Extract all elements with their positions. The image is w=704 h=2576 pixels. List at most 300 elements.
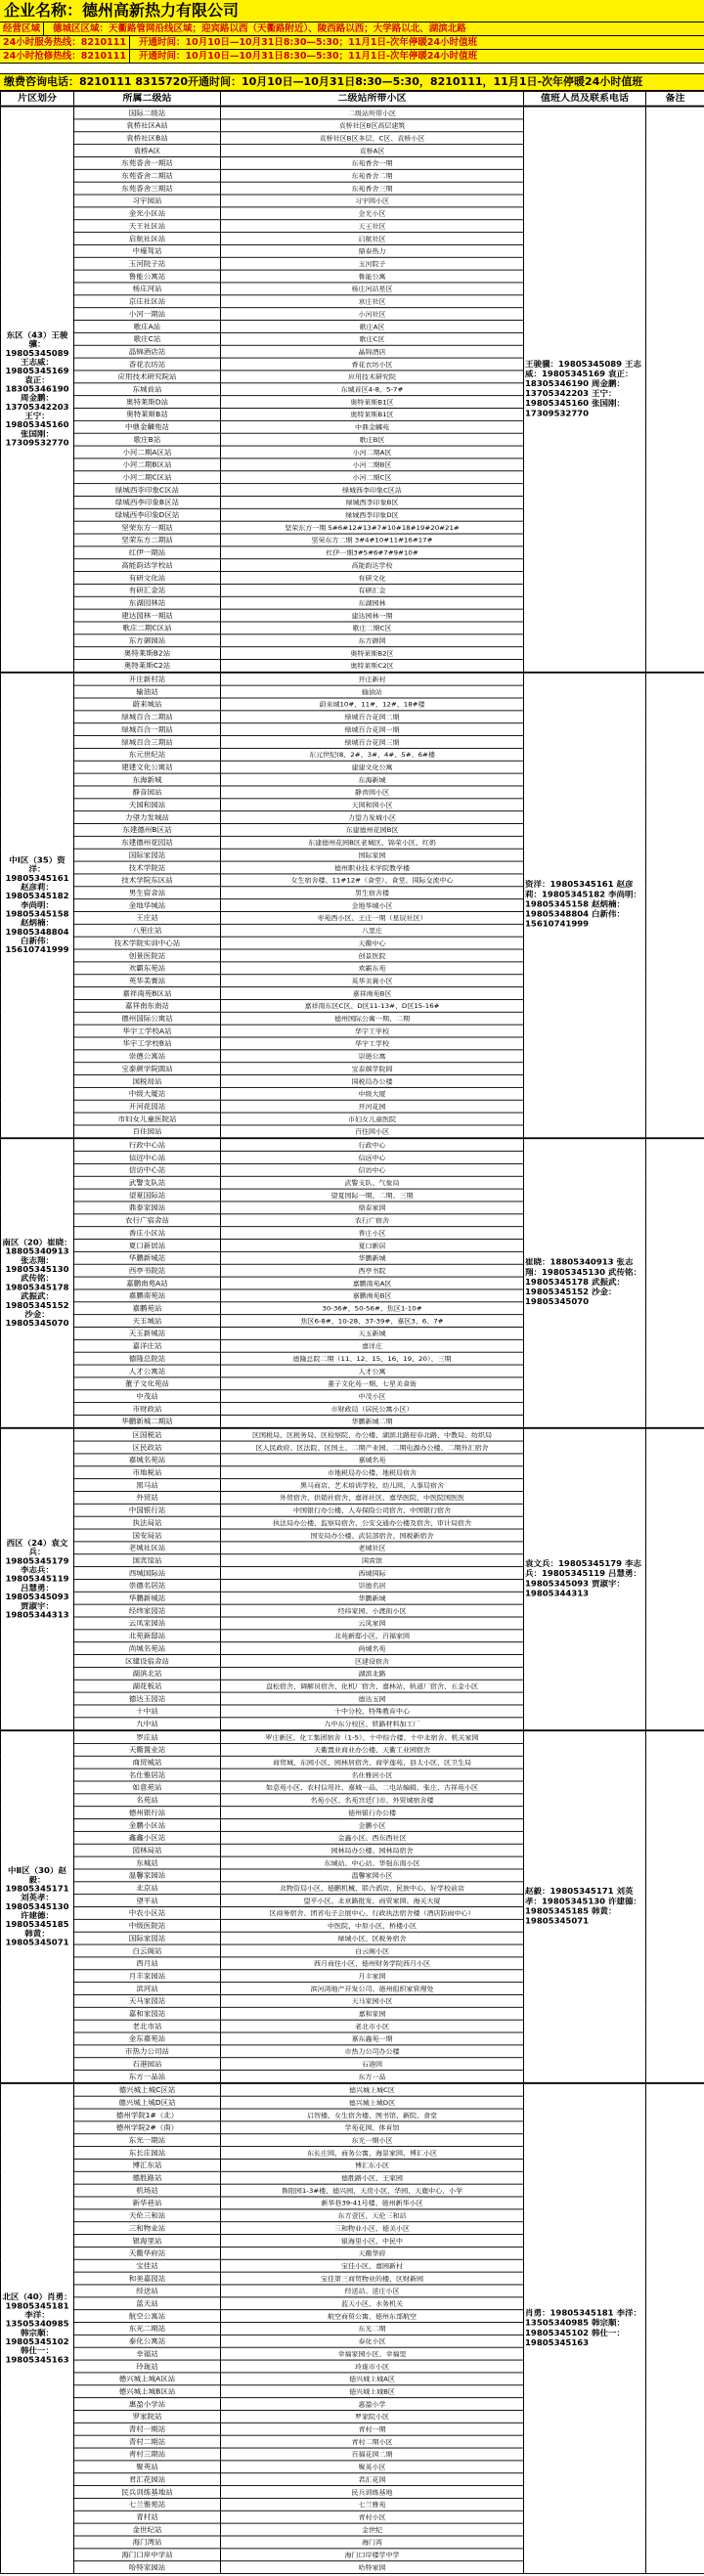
community-cell: 启智楼、女生宿舍楼、图书馆、新院、食堂 <box>221 2109 524 2121</box>
community-cell: 学苑花园、体育馆 <box>221 2121 524 2134</box>
area-cell: 中Ⅰ区（35）资洋：19805345161 赵彦莉：19805345182 李尚明：19805345158 赵炳楠：19805348804 白新伟：15610741999 <box>1 673 74 1138</box>
community-cell: 中茂小区 <box>221 1390 524 1403</box>
community-cell: 开河花园 <box>221 1100 524 1113</box>
col-header-remarks: 备注 <box>646 91 704 106</box>
station-cell: 歌庄A站 <box>74 321 221 333</box>
community-cell: 天玉新城 <box>221 1327 524 1339</box>
station-cell: 信远中心站 <box>74 1152 221 1164</box>
community-cell: 静音园小区 <box>221 786 524 799</box>
station-cell: 市妇女儿童医院站 <box>74 1113 221 1125</box>
station-cell: 幸福站 <box>74 2347 221 2360</box>
station-cell: 青村站 <box>74 2511 221 2523</box>
community-cell: 西城国际 <box>221 1567 524 1580</box>
station-cell: 中茂站 <box>74 1390 221 1403</box>
station-cell: 望夏国际站 <box>74 1189 221 1201</box>
station-cell: 国宾馆站 <box>74 1554 221 1567</box>
community-cell: 绿城小区、区税务宿舍 <box>221 1932 524 1944</box>
community-cell: 罗庄新区、化工集团宿舍（1-5）、十中综合楼、十中北宿舍、机关家园 <box>221 1730 524 1743</box>
area-cell: 北区（40）肖勇：19805345181 李洋：13505340985 韩宗顺：19805345102 韩仕一：19805345163 <box>1 2083 74 2574</box>
staff-cell: 赵毅：19805345171 刘英孝：19805345130 许建德：19805345185 韩黄：19805345071 <box>524 1730 646 2083</box>
station-cell: 香庄小区站 <box>74 1227 221 1240</box>
station-cell: 华鹏新城站 <box>74 1251 221 1264</box>
station-cell: 名苑站 <box>74 1794 221 1807</box>
station-cell: 德兴城上城D区站 <box>74 2096 221 2109</box>
community-cell: 国安局办公楼、武装部宿舍、国税新宿舍 <box>221 1529 524 1542</box>
community-cell: 君汇花园 <box>221 2473 524 2486</box>
station-cell: 天玉城站 <box>74 1315 221 1328</box>
community-cell: 天衢置业商业办公楼、天衢工业园宿舍 <box>221 1743 524 1756</box>
station-cell: 天衢华府站 <box>74 2247 221 2259</box>
station-cell: 绿城西李印象C区站 <box>74 484 221 497</box>
remarks-cell <box>646 1730 704 2083</box>
station-cell: 青村一期站 <box>74 2423 221 2435</box>
community-cell: 罗家院小区 <box>221 2410 524 2423</box>
community-cell: 园林局办公楼、园林局宿舍 <box>221 1844 524 1856</box>
community-cell: 天园和园小区 <box>221 799 524 811</box>
community-cell: 德兴城上城B区 <box>221 2385 524 2398</box>
station-cell: 晶锦酒店站 <box>74 345 221 358</box>
station-cell: 哈特家园站 <box>74 2561 221 2574</box>
community-cell: 小河二期C区 <box>221 471 524 484</box>
station-cell: 天伦三和站 <box>74 2209 221 2222</box>
station-cell: 东建德州B区站 <box>74 824 221 837</box>
community-cell: 经纬家园、小渡街小区 <box>221 1604 524 1617</box>
community-cell: 信访中心 <box>221 1163 524 1176</box>
station-cell: 泰化公寓站 <box>74 2335 221 2347</box>
station-cell: 玉河院子站 <box>74 257 221 270</box>
community-cell: 德州银行办公楼 <box>221 1807 524 1819</box>
station-cell: 天马家园站 <box>74 1994 221 2007</box>
community-cell: 奥特莱斯C2区 <box>221 660 524 673</box>
staff-cell: 袁文兵：19805345179 李志兵：19805345119 吕慧勇：19805345093 贾淑宇：19805344313 <box>524 1428 646 1730</box>
community-cell: 小河二期A区 <box>221 446 524 458</box>
community-cell: 西亭书院 <box>221 1264 524 1277</box>
station-cell: 东海新城 <box>74 773 221 786</box>
station-cell: 三和物业站 <box>74 2222 221 2235</box>
repair-hotline-band <box>0 50 704 64</box>
community-cell: 外贸宿舍、供销社宿舍、嘉祥社区、嘉华医院、中医院国医医 <box>221 1491 524 1504</box>
station-cell: 经纬家园站 <box>74 1604 221 1617</box>
station-cell: 东苑香舍二期站 <box>74 169 221 182</box>
community-cell: 天衢中心 <box>221 937 524 949</box>
community-cell: 云凤家园 <box>221 1617 524 1630</box>
station-cell: 云凤家园站 <box>74 1617 221 1630</box>
community-cell: 市妇女儿童医院 <box>221 1113 524 1125</box>
station-cell: 嘉祥南苑B区站 <box>74 987 221 1000</box>
community-cell: 幸福家园小区、幸福里 <box>221 2347 524 2360</box>
staff-cell: 王骏骥：19805345089 王志威：19805345169 袁正：18305346190 周金鹏：13705342203 王宁：19805345160 张国刚：17309532770 <box>524 107 646 673</box>
station-cell: 石港园站 <box>74 2058 221 2071</box>
area-cell: 东区（43）王骏骥：19805345089 王志威：19805345169 袁正：18305346190 周金鹏：13705342203 王宁：19805345160 张国刚：17309532770 <box>1 107 74 673</box>
community-cell: 惠盈小学 <box>221 2398 524 2411</box>
station-cell: 蓝天站 <box>74 2297 221 2310</box>
station-cell: 力望力发城站 <box>74 811 221 824</box>
station-cell: 尚城名苑站 <box>74 1642 221 1655</box>
community-cell: 京庄社区 <box>221 295 524 308</box>
station-cell: 董子文化苑站 <box>74 1377 221 1390</box>
station-cell: 静音园站 <box>74 786 221 799</box>
community-cell: 新华巷39-41号楼、德州新华小区 <box>221 2197 524 2209</box>
station-cell: 天玉新城站 <box>74 1327 221 1339</box>
staff-cell: 肖勇：19805345181 李洋：13505340985 韩宗顺：19805345102 韩仕一：19805345163 <box>524 2083 646 2574</box>
station-cell: 崇德名居站 <box>74 1579 221 1592</box>
station-cell: 技术学院实训中心站 <box>74 937 221 949</box>
station-cell: 华宇工学校A站 <box>74 1025 221 1037</box>
station-cell: 市热力公司站 <box>74 2045 221 2058</box>
station-cell: 机场站 <box>74 2184 221 2197</box>
station-cell: 国际家园站 <box>74 849 221 861</box>
station-cell: 青村二期站 <box>74 2435 221 2448</box>
community-cell: 市财政局（居民公寓小区） <box>221 1403 524 1416</box>
station-cell: 有研汇金站 <box>74 584 221 596</box>
station-cell: 玲珑站 <box>74 2360 221 2373</box>
community-cell: 博汇东小区 <box>221 2159 524 2171</box>
community-cell: 玲珑市小区 <box>221 2360 524 2373</box>
community-cell: 嘉鹏南苑A区 <box>221 1277 524 1289</box>
community-cell: 中级大厦 <box>221 1087 524 1100</box>
community-cell: 鼎泰家园 <box>221 1201 524 1214</box>
community-cell: 绿城西李印象C区站 <box>221 484 524 497</box>
station-cell: 华鹏新城二期站 <box>74 1415 221 1427</box>
station-cell: 区国税站 <box>74 1428 221 1441</box>
community-cell: 区国税局、区税务局、区检察院、办公楼、湖滨北路迎春北路、中教局、纺织局 <box>221 1428 524 1441</box>
community-cell: 奥特莱斯B2区 <box>221 647 524 660</box>
community-cell: 东苑香舍二期 <box>221 169 524 182</box>
area-cell: 中Ⅱ区（30）赵毅：19805345171 刘英孝：19805345130 许建德：19805345185 韩黄：19805345071 <box>1 1730 74 2083</box>
community-cell: 青村一期 <box>221 2423 524 2435</box>
community-cell: 绿城西李印象D区 <box>221 508 524 521</box>
community-cell: 国税局办公楼 <box>221 1075 524 1088</box>
station-cell: 罗家院站 <box>74 2410 221 2423</box>
community-cell: 望夏国际一期、二期、三期 <box>221 1189 524 1201</box>
community-cell: 名苑小区、名苑宫廷门市、外贸城宿舍楼 <box>221 1794 524 1807</box>
community-cell: 区商务宿舍、团省电子会展中心、行政执法宿舍楼（酒店防雨中心） <box>221 1906 524 1919</box>
repair-hours: 开通时间：10月10日—10月31日8:30—5:30；11月1日-次年停暖24小时值班 <box>139 51 478 62</box>
station-cell: 东苑香舍一期站 <box>74 156 221 169</box>
station-cell: 武警支队站 <box>74 1176 221 1189</box>
station-cell: 聚英站 <box>74 2461 221 2473</box>
community-cell: 青村小区 <box>221 2511 524 2523</box>
station-cell: 国际家园站 <box>74 1932 221 1944</box>
repair-hotline: 24小时抢修热线：8210111 <box>3 51 126 62</box>
community-cell: 泰化小区 <box>221 2335 524 2347</box>
community-cell: 力望力发城小区 <box>221 811 524 824</box>
community-cell: 宝佳第三商贸物业的楼、区财新园 <box>221 2272 524 2285</box>
service-hotline-band <box>0 36 704 50</box>
community-cell: 东方壹区、天伦三和站 <box>221 2209 524 2222</box>
station-cell: 绿城百合一期站 <box>74 723 221 736</box>
station-cell: 北苑新邸站 <box>74 1630 221 1642</box>
station-cell: 德兴城上城B区站 <box>74 2385 221 2398</box>
station-cell: 中级大厦站 <box>74 1087 221 1100</box>
station-cell: 金光小区站 <box>74 207 221 220</box>
community-cell: 银海里小区、中民中 <box>221 2235 524 2248</box>
station-cell: 东元世纪站 <box>74 748 221 761</box>
community-cell: 东城首区4-8、5-7# <box>221 383 524 396</box>
station-cell: 信访中心站 <box>74 1163 221 1176</box>
station-cell: 绿城西李印象D区站 <box>74 508 221 521</box>
station-cell: 红伊一期站 <box>74 546 221 559</box>
community-cell: 黑马商店、艺术培训学校、幼儿园、人事局宿舍 <box>221 1479 524 1492</box>
community-cell: 嘉城名苑 <box>221 1454 524 1466</box>
station-cell: 国际二级站 <box>74 107 221 119</box>
service-area-text: 德城区区域：天衢路管网沿线区域；迎宾路以西（天衢路附近）、陵西路以西；大学路以北、湖滨北路 <box>53 23 466 34</box>
table-header-row <box>1 91 704 106</box>
community-cell: 袁桥A区 <box>221 145 524 157</box>
community-cell: 海门湾 <box>221 2536 524 2549</box>
station-cell: 小河二期A区站 <box>74 446 221 458</box>
community-cell: 绿城西李印象B区 <box>221 496 524 508</box>
community-cell: 民兵训练基地 <box>221 2486 524 2499</box>
station-cell: 西城国际站 <box>74 1567 221 1580</box>
community-cell: 东湖园林 <box>221 596 524 609</box>
station-cell: 中级医院站 <box>74 1919 221 1932</box>
community-cell: 国际家园 <box>221 849 524 861</box>
station-cell: 民兵训练基地站 <box>74 2486 221 2499</box>
station-cell: 袁桥社区B站 <box>74 132 221 145</box>
community-cell: 九中东分校区、铁路材料加工厂 <box>221 1718 524 1730</box>
community-cell: 二级站所带小区 <box>221 107 524 119</box>
community-cell: 歌庄二期C区 <box>221 622 524 634</box>
station-cell: 杨庄河站 <box>74 283 221 295</box>
station-cell: 华鹏新城站 <box>74 1592 221 1604</box>
community-cell: 天马家园小区 <box>221 1994 524 2007</box>
station-cell: 八里庄站 <box>74 924 221 937</box>
community-cell: 商贸城、东园小区、园林居宿舍、商学莲苑、县太小区、区卫生局 <box>221 1756 524 1768</box>
station-cell: 外贸站 <box>74 1491 221 1504</box>
community-cell: 白云阁小区 <box>221 1944 524 1957</box>
station-cell: 香花衣坊站 <box>74 358 221 371</box>
station-cell: 歌庄C站 <box>74 332 221 345</box>
community-cell: 望平小区、北京路批发、商贸家园、海关大厦 <box>221 1895 524 1907</box>
station-cell: 开庄新村站 <box>74 673 221 685</box>
community-cell: 西月商住小区、德州财务学院西月小区 <box>221 1957 524 1970</box>
station-cell: 小河二期B区站 <box>74 458 221 471</box>
staff-cell: 崔晓：18805340913 张志翔：19805345130 武传铭：19805345178 武振武：19805345152 沙金：19805345070 <box>524 1138 646 1428</box>
station-cell: 华宇工学校B站 <box>74 1037 221 1050</box>
station-cell: 德隆总院站 <box>74 1352 221 1365</box>
station-cell: 湖花板站 <box>74 1680 221 1692</box>
station-cell: 绿城西李印象B区站 <box>74 496 221 508</box>
station-cell: 罗庄站 <box>74 1730 221 1743</box>
station-cell: 宝佳站 <box>74 2259 221 2272</box>
col-header-station: 所属二级站 <box>74 91 221 106</box>
station-cell: 小河一期站 <box>74 308 221 321</box>
station-cell: 夏口新居站 <box>74 1240 221 1252</box>
company-title: 企业名称：德州高新热力有限公司 <box>0 0 704 22</box>
community-cell: 歌庄C区 <box>221 332 524 345</box>
station-cell: 歌庄B站 <box>74 433 221 446</box>
community-cell: 女生宿舍楼、11#12#（食堂）、食堂、国际交流中心 <box>221 874 524 887</box>
community-cell: 国宾馆 <box>221 1554 524 1567</box>
community-cell: 宝泰颜学院圆 <box>221 1063 524 1075</box>
community-cell: 经送站、送庄小区 <box>221 2285 524 2297</box>
station-cell: 天王社区站 <box>74 220 221 233</box>
station-cell: 绿城百合三期站 <box>74 736 221 749</box>
community-cell: 老北市小区 <box>221 2020 524 2032</box>
table-row <box>1 107 704 119</box>
station-cell: 崇德公寓站 <box>74 1050 221 1063</box>
station-cell: 男生宿舍站 <box>74 887 221 899</box>
community-cell: 东海新城 <box>221 773 524 786</box>
station-cell: 惠盈小学站 <box>74 2398 221 2411</box>
station-cell: 歌庄二期C区站 <box>74 622 221 634</box>
community-cell: 习宇园小区 <box>221 195 524 207</box>
community-cell: 夏口新居 <box>221 1240 524 1252</box>
station-cell: 德兴城上城A区站 <box>74 2373 221 2385</box>
community-cell: 三和物业小区、德美小区 <box>221 2222 524 2235</box>
community-cell: 华宇工学校 <box>221 1025 524 1037</box>
community-cell: 歌庄B区 <box>221 433 524 446</box>
station-cell: 奥特莱斯B2站 <box>74 647 221 660</box>
station-cell: 月丰家园站 <box>74 1970 221 1983</box>
station-cell: 东光二期站 <box>74 2323 221 2336</box>
station-cell: 奥特莱斯D站 <box>74 396 221 409</box>
station-cell: 德州学院1#（北） <box>74 2109 221 2121</box>
community-cell: 绿城百合花园一期 <box>221 723 524 736</box>
community-cell: 德兴城上城A区 <box>221 2373 524 2385</box>
community-cell: 海门口岸楼学中学 <box>221 2549 524 2561</box>
community-cell: 人才公寓 <box>221 1365 524 1377</box>
community-cell: 华鹏新城 <box>221 1251 524 1264</box>
community-cell: 德兴城上城D区 <box>221 2096 524 2109</box>
station-cell: 嘉城名苑站 <box>74 1454 221 1466</box>
community-cell: 嘉和家园 <box>221 2007 524 2020</box>
station-cell: 金地华城站 <box>74 899 221 912</box>
station-cell: 蔚来城站 <box>74 698 221 711</box>
community-cell: 建建文化公寓 <box>221 761 524 773</box>
community-cell: 欢霸东苑 <box>221 962 524 975</box>
community-cell: 崇德公寓 <box>221 1050 524 1063</box>
community-cell: 男生宿舍楼 <box>221 887 524 899</box>
station-cell: 航空公寓站 <box>74 2310 221 2323</box>
community-cell: 中国银行办公楼、人寿保险公司宿舍、中国银行宿舍 <box>221 1504 524 1516</box>
station-cell: 滨河站 <box>74 1983 221 1995</box>
col-header-staff: 值班人员及联系电话 <box>524 91 646 106</box>
area-cell: 西区（24）袁文兵：19805345179 李志兵：19805345119 吕慧勇：19805345093 贾淑宇：19805344313 <box>1 1428 74 1730</box>
community-cell: 农行广宿舍 <box>221 1214 524 1227</box>
community-cell: 尚城名苑 <box>221 1642 524 1655</box>
station-cell: 北京站 <box>74 1882 221 1895</box>
community-cell: 枣苑西小区、王庄一期（星辰社区） <box>221 911 524 924</box>
header-spacer <box>0 64 704 74</box>
station-cell: 奥特莱斯B站 <box>74 408 221 420</box>
community-cell: 30-36#、50-56#、焦区1-10# <box>221 1302 524 1315</box>
payment-contact-line: 缴费咨询电话：8210111 8315720开通时间：10月10日—10月31日8:30—5:30，8210111，11月1日-次年停暖24小时值班 <box>0 74 704 91</box>
station-cell: 鲁能公寓站 <box>74 270 221 283</box>
community-cell: 晶锦酒店 <box>221 345 524 358</box>
community-cell: 绿城百合花园三期 <box>221 736 524 749</box>
community-cell: 东光一期小区 <box>221 2134 524 2147</box>
community-cell: 中鼎金麟苑 <box>221 420 524 433</box>
community-cell: 东苑香舍三期 <box>221 182 524 195</box>
community-cell: 青村二期小区 <box>221 2435 524 2448</box>
station-cell: 奥特莱斯C2站 <box>74 660 221 673</box>
community-cell: 东方一品 <box>221 2071 524 2083</box>
station-cell: 银海里站 <box>74 2235 221 2248</box>
community-cell: 东建德州花园B区 <box>221 824 524 837</box>
community-cell: 嘉祥南苑B区 <box>221 987 524 1000</box>
station-cell: 嘉和家园站 <box>74 2007 221 2020</box>
community-cell: 英华美寰小区 <box>221 975 524 987</box>
station-cell: 中农小区站 <box>74 1906 221 1919</box>
station-cell: 德州国际公寓站 <box>74 1012 221 1025</box>
community-cell: 老城社区 <box>221 1542 524 1554</box>
col-header-communities: 二级站所带小区 <box>221 91 524 106</box>
community-cell: 东方御园 <box>221 634 524 647</box>
station-cell: 区民政站 <box>74 1441 221 1454</box>
station-cell: 英华美寰站 <box>74 975 221 987</box>
station-cell: 德胜路站 <box>74 2171 221 2184</box>
station-cell: 经送站 <box>74 2285 221 2297</box>
community-cell: 信远中心 <box>221 1152 524 1164</box>
station-cell: 坚荣东方二期站 <box>74 534 221 546</box>
community-cell: 袁桥社区B区高层建筑 <box>221 119 524 132</box>
station-cell: 东城首站 <box>74 383 221 396</box>
station-cell: 和美嘉园站 <box>74 2272 221 2285</box>
community-cell: 湖滨北路 <box>221 1667 524 1680</box>
station-cell: 东方一品站 <box>74 2071 221 2083</box>
community-cell: 高能韵达学校 <box>221 559 524 572</box>
station-cell: 鑫鑫小区站 <box>74 1831 221 1844</box>
station-cell: 农行广宿舍站 <box>74 1214 221 1227</box>
station-cell: 欢霸东苑站 <box>74 962 221 975</box>
station-cell: 技术学院东区站 <box>74 874 221 887</box>
station-cell: 鼎泰家园站 <box>74 1201 221 1214</box>
community-cell: 嘉祥南东区C区、D区11-13#、D区15-16# <box>221 999 524 1012</box>
service-area-label: 经营区域 <box>3 23 41 34</box>
community-cell: 蔚来城10#、11#、12#、18#楼 <box>221 698 524 711</box>
station-cell: 国安局站 <box>74 1529 221 1542</box>
station-cell: 东长庄园站 <box>74 2147 221 2160</box>
community-cell: 嘉洋庄 <box>221 1339 524 1352</box>
community-cell: 行政中心 <box>221 1138 524 1151</box>
community-cell: 德兴城上城C区 <box>221 2083 524 2096</box>
station-cell: 金东嘉苑站 <box>74 2032 221 2045</box>
station-cell: 王庄站 <box>74 911 221 924</box>
station-cell: 东光一期站 <box>74 2134 221 2147</box>
station-cell: 东城站 <box>74 1856 221 1869</box>
table-row <box>1 673 704 685</box>
community-cell: 市热力公司办公楼 <box>221 2045 524 2058</box>
community-cell: 鼎泰热力 <box>221 244 524 257</box>
station-cell: 东建德州花园站 <box>74 836 221 849</box>
remarks-cell <box>646 107 704 673</box>
station-cell: 高能韵达学校站 <box>74 559 221 572</box>
remarks-cell <box>646 1428 704 1730</box>
community-cell: 聚英小区 <box>221 2461 524 2473</box>
community-cell: 区人民政府、区法院、区国土、二期产业园、二期电源办公楼、二期外汇宿舍 <box>221 1441 524 1454</box>
station-cell: 建建文化公寓站 <box>74 761 221 773</box>
community-cell: 北物资局小区、德鹏机械、联合酒店、民族中心、好学校前店 <box>221 1882 524 1895</box>
community-cell: 航空商贸公寓、德州东部航空 <box>221 2310 524 2323</box>
station-cell: 黑马站 <box>74 1479 221 1492</box>
station-cell: 九中站 <box>74 1718 221 1730</box>
station-cell: 习宇园站 <box>74 195 221 207</box>
community-cell: 金鑫小区、西东西社区 <box>221 1831 524 1844</box>
community-cell: 宝佳小区、嘉园新村 <box>221 2259 524 2272</box>
station-cell: 德州学院2#（南） <box>74 2121 221 2134</box>
community-cell: 八里庄 <box>221 924 524 937</box>
station-cell: 京庄社区站 <box>74 295 221 308</box>
station-cell: 德兴城上城C区站 <box>74 2083 221 2096</box>
community-cell: 坚荣东方一期 5#6#12#13#7#10#18#19#20#21# <box>221 521 524 534</box>
community-cell: 德胜路小区、王家园 <box>221 2171 524 2184</box>
community-cell: 北苑新邸小区、百福家园 <box>221 1630 524 1642</box>
station-cell: 西亭书院站 <box>74 1264 221 1277</box>
community-cell: 市地税局办公楼、地税局宿舍 <box>221 1466 524 1479</box>
community-cell: 金鹏小区 <box>221 1819 524 1832</box>
